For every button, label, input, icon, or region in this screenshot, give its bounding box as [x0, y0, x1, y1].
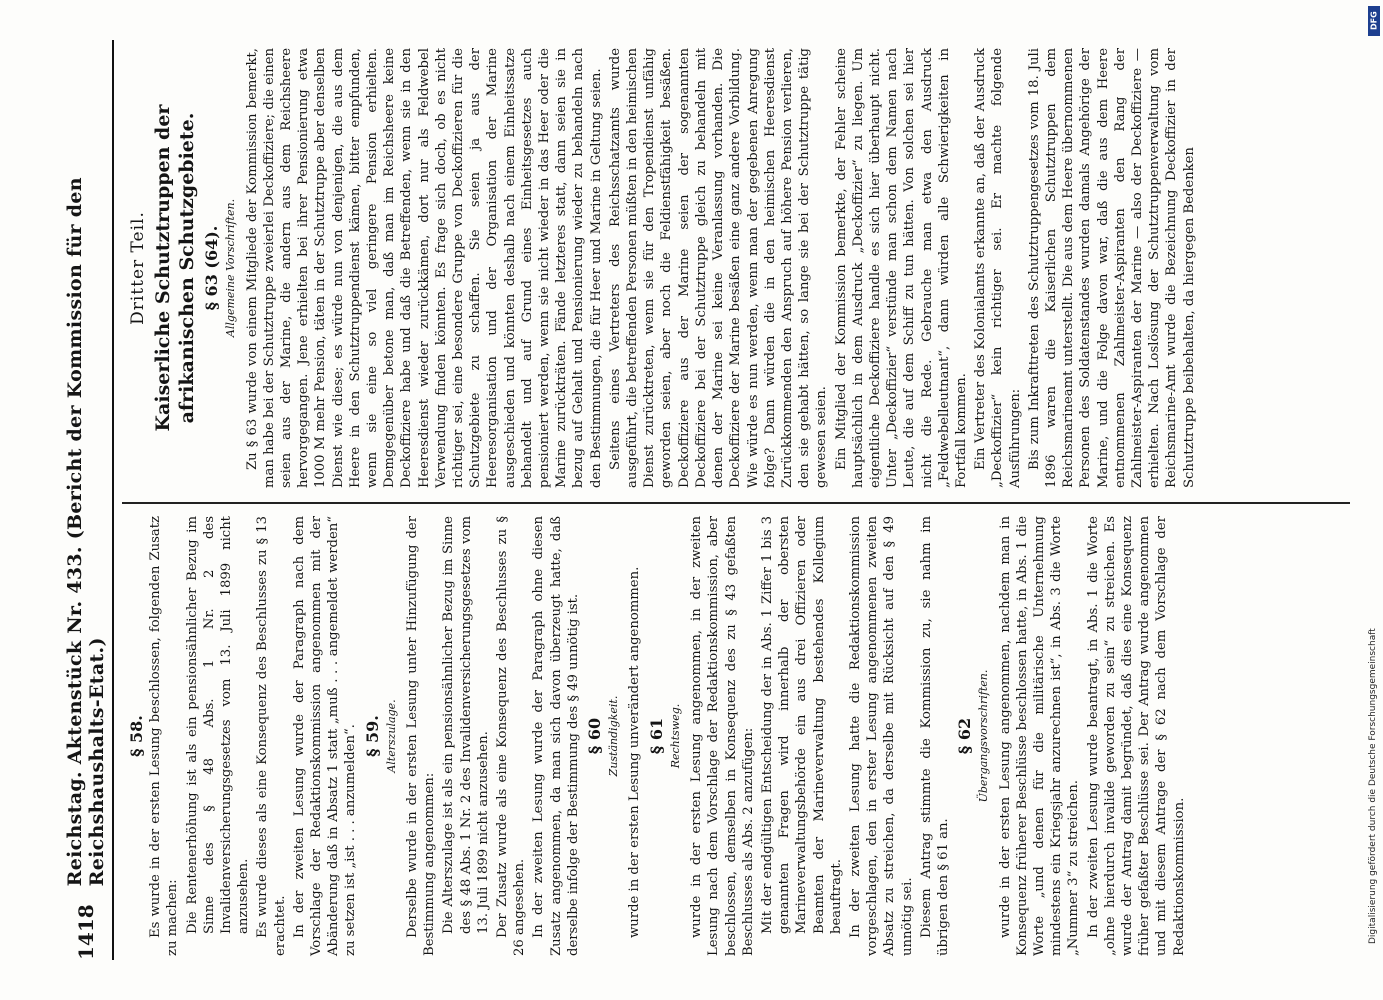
- section-title-59: § 59.: [362, 715, 382, 757]
- rotated-document-page: [60, 40, 1360, 960]
- section-title-62: § 62: [955, 717, 975, 755]
- paragraph: Ein Mitglied der Kommission bemerkte, der Fehler scheine hauptsächlich in dem Ausdruck „Deckoffizier“ zu liegen. Um eigentliche Deckoffiziere handle es sich hier überhaupt nicht. Unter „Deckoffizier“ verstünde man schon dem Namen nach Leute, die auf dem Schiff zu tun hätten. Von solchen sei hier nicht die Rede. Gebrauche man etwa den Ausdruck „Feldwebelleutnant“, dann würden alle Schwierigkeiten in Fortfall kommen.: [833, 48, 969, 488]
- paragraph: In der zweiten Lesung wurde der Paragraph ohne diesen Zusatz angenommen, da man sich davon überzeugt hatte, daß derselbe infolge der Bestimmung des § 49 unnötig ist.: [531, 516, 581, 956]
- part-heading: Kaiserliche Schutztruppen der afrikanischen Schutzgebiete.: [152, 104, 199, 432]
- section-subtitle-62: Übergangsvorschriften.: [977, 669, 991, 803]
- section-title-58: § 58.: [127, 715, 146, 757]
- digitization-sidebar: [1365, 0, 1383, 1000]
- page-number: 1418: [74, 904, 98, 960]
- paragraph: Es wurde dieses als eine Konsequenz des Beschlusses zu § 13 erachtet.: [255, 516, 288, 956]
- paragraph: Bis zum Inkrafttreten des Schutztruppengesetzes vom 18. Juli 1896 waren die Kaiserlichen Schutztruppen dem Reichsmarineamt unterstellt. Die aus dem Heere übernommenen Personen des Soldatenstandes wurden damals Angehörige der Marine, und die Folge davon war, daß die aus dem Heere entnommenen Zahlmeister-Aspiranten den Rang der Zahlmeister-Aspiranten der Marine — also der Deckoffiziere — erhielten. Nach Loslösung der Schutztruppenverwaltung vom Reichsmarine-Amt wurde die Bezeichnung Deckoffizier in der Schutztruppe beibehalten, da hiergegen Bedenken: [1026, 48, 1197, 488]
- quoted-paragraph: Die Rentenerhöhung ist als ein pensionsähnlicher Bezug im Sinne des § 48 Abs. 1 Nr. 2 des Invalidenversicherungsgesetzes vom 13. Juli 1899 nicht anzusehen.: [184, 516, 252, 934]
- paragraph: wurde in der ersten Lesung angenommen, in der zweiten Lesung nach dem Vorschlage der Redaktionskommission, aber beschlossen, demselben in Konsequenz des zu § 43 gefaßten Beschlusses als Abs. 2 anzufügen:: [689, 516, 756, 956]
- quoted-paragraph: Die Alterszulage ist als ein pensionsähnlicher Bezug im Sinne des § 48 Abs. 1 Nr. 2 des Invalidenversicherungsgesetzes vom 13. Juli 1899 nicht anzusehen.: [441, 516, 491, 934]
- quoted-paragraph: Mit der endgültigen Entscheidung der in Abs. 1 Ziffer 1 bis 3 genannten Fragen wird innerhalb der obersten Marineverwaltungsbehörde ein aus drei Offizieren oder Beamten der Marineverwaltung bestehendes Kollegium beauftragt.: [759, 516, 844, 934]
- funding-credit: Digitalisierung gefördert durch die Deutsche Forschungsgemeinschaft: [1368, 628, 1378, 944]
- paragraph: Ein Vertreter des Kolonialamts erkannte an, daß der Ausdruck „Deckoffizier“ kein richtiger sei. Er machte folgende Ausführungen:: [973, 48, 1023, 488]
- section-subtitle-61: Rechtsweg.: [668, 703, 682, 769]
- dfg-logo: DFG: [1368, 6, 1380, 36]
- paragraph: In der zweiten Lesung wurde beantragt, in Abs. 1 die Worte „ohne hierdurch invalide geworden zu sein“ zu streichen. Es wurde der Antrag damit begründet, daß dies eine Konsequenz früher gefaßter Beschlüsse sei. Der Antrag wurde angenommen und mit diesem Antrage der § 62 nach dem Vorschlage der Redaktionskommission.: [1085, 516, 1187, 956]
- left-column: [124, 516, 1190, 956]
- section-title-60: § 60: [585, 717, 605, 755]
- paragraph: wurde in der ersten Lesung unverändert angenommen.: [627, 566, 643, 938]
- running-title: Reichstag. Aktenstück Nr. 433. (Bericht der Kommission für den Reichshaushalts-Etat.): [64, 177, 108, 887]
- column-divider: [122, 502, 1350, 504]
- paragraph: Derselbe wurde in der ersten Lesung unter Hinzufügung der Bestimmung angenommen:: [405, 516, 438, 956]
- section-title-63: § 63 (64).: [202, 225, 222, 311]
- section-subtitle-63: Allgemeine Vorschriften.: [224, 198, 238, 338]
- paragraph: In der zweiten Lesung wurde der Paragraph nach dem Vorschlage der Redaktionskommission angenommen mit der Abänderung daß in Absatz 1 statt „muß . . . angemeldet werden“ zu setzen ist „ist . . . anzumelden“.: [291, 516, 359, 956]
- paragraph: Seitens eines Vertreters des Reichsschatzamts wurde ausgeführt, die betreffenden Personen müßten in den heimischen Dienst zurücktreten, wenn sie für den Tropendienst unfähig geworden seien, aber noch die Feldienstfähigkeit besäßen. Deckoffiziere aus der Marine seien der sogenannten Deckoffiziere bei der Schutztruppe gleich zu behandeln mit denen der Marine sei keine Veranlassung vorhanden. Die Deckoffiziere der Marine besäßen eine ganz andere Vorbildung. Wie würde es nun werden, wenn man der gegebenen Anregung folge? Dann würden die in den heimischen Heeresdienst Zurückkommenden den Anspruch auf höhere Pension verlieren, den sie gehabt hätten, so lange sie bei der Schutztruppe tätig gewesen seien.: [607, 48, 830, 488]
- paragraph: Der Zusatz wurde als eine Konsequenz des Beschlusses zu § 26 angesehen.: [495, 516, 528, 956]
- paragraph: Es wurde in der ersten Lesung beschlossen, folgenden Zusatz zu machen:: [148, 516, 181, 956]
- page-header: [60, 40, 114, 960]
- right-column: [124, 48, 1200, 488]
- section-subtitle-60: Zuständigkeit.: [607, 695, 621, 777]
- section-subtitle-59: Alterszulage.: [384, 699, 398, 773]
- paragraph: Zu § 63 wurde von einem Mitgliede der Kommission bemerkt, man habe bei der Schutztruppe zweierlei Deckoffiziere; die einen seien aus der Marine, die andern aus dem Reichsheere hervorgegangen. Jene erhielten bei ihrer Pensionierung etwa 1000 M mehr Pension, täten in der Schutztruppe aber denselben Dienst wie diese; es würde nun von denjenigen, die aus dem Heere in den Schutztruppendienst kämen, bitter empfunden, wenn sie eine so viel geringere Pension erhielten. Demgegenüber betone man, daß man im Reichsheere keine Deckoffiziere habe und daß die Betreffenden, wenn sie in den Heeresdienst wieder zurückkämen, dort nur als Feldwebel Verwendung finden könnten. Es frage sich doch, ob es nicht richtiger sei, eine besondere Gruppe von Deckoffizieren für die Schutzgebiete zu schaffen. Sie seien ja aus der Heeresorganisation und der Organisation der Marine ausgeschieden und könnten deshalb nach einem Einheitssatze behandelt und auf Grund eines Einheitsgesetzes auch pensioniert werden, wenn sie nicht wieder in das Heer oder die Marine zurückträten. Fände letzteres statt, dann seien sie in bezug auf Gehalt und Pensionierung wieder zu behandeln nach den Bestimmungen, die für Heer und Marine in Geltung seien.: [244, 48, 604, 488]
- paragraph: wurde in der ersten Lesung angenommen, nachdem man in Konsequenz früherer Beschlüsse beschlossen hatte, in Abs. 1 die Worte „und denen für die militärische Unternehmung mindestens ein Kriegsjahr anzurechnen ist“, in Abs. 3 die Worte „Nummer 3“ zu streichen.: [997, 516, 1082, 956]
- paragraph: In der zweiten Lesung hatte die Redaktionskommission vorgeschlagen, den in erster Lesung angenommenen zweiten Absatz zu streichen, da derselbe mit Rücksicht auf den § 49 unnötig sei.: [847, 516, 915, 956]
- part-title: Dritter Teil.: [128, 211, 148, 325]
- paragraph: Diesem Antrag stimmte die Kommission zu, sie nahm im übrigen den § 61 an.: [918, 516, 951, 956]
- section-title-61: § 61: [646, 717, 666, 755]
